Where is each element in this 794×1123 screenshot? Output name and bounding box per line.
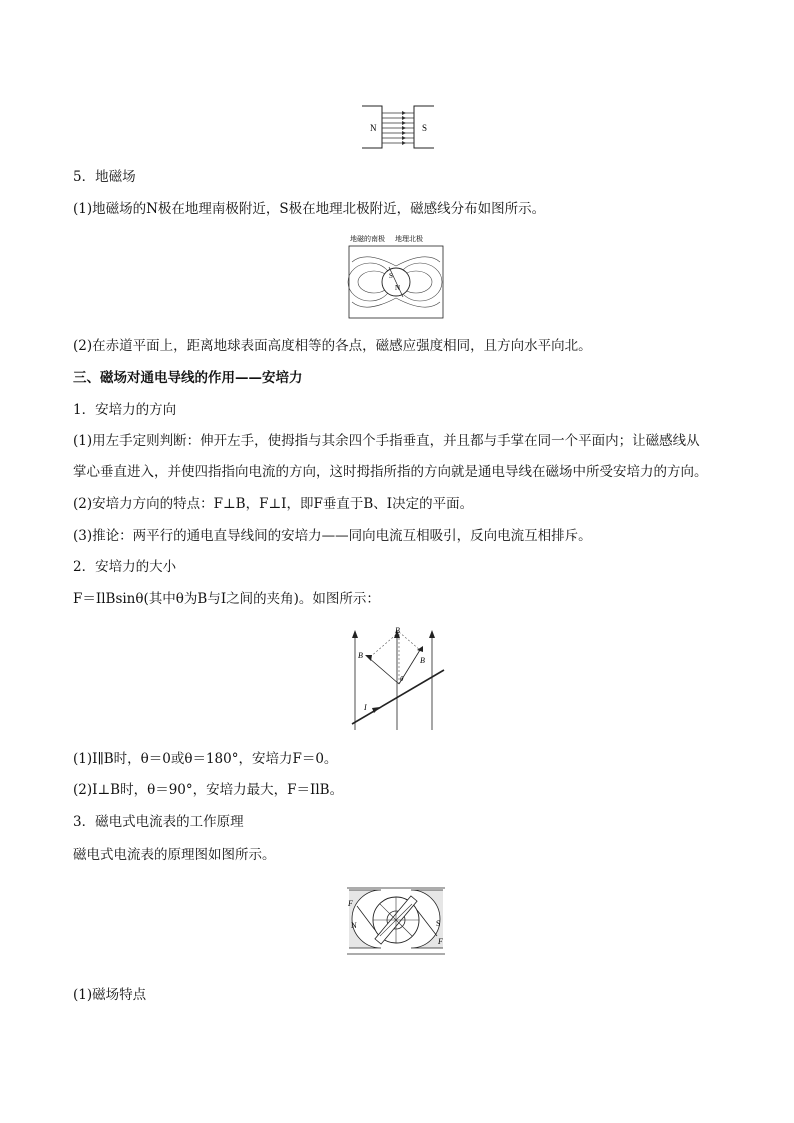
parallel-current-inference: (3)推论：两平行的通电直导线间的安培力——同向电流互相吸引，反向电流互相排斥。 <box>73 528 592 544</box>
geomagnetic-south-caption: 地磁的南极 <box>350 235 385 243</box>
force-left-label: F <box>348 899 353 908</box>
s-pole-label: S <box>436 919 441 928</box>
earth-n-label: N <box>395 284 401 292</box>
left-hand-rule-line-1: (1)用左手定则判断：伸开左手，使拇指与其余四个手指垂直，并且都与手掌在同一个平面内；让磁感线从 <box>73 433 700 449</box>
galvanometer-intro: 磁电式电流表的原理图如图所示。 <box>73 847 276 863</box>
ampere-force-angle-figure <box>344 624 450 734</box>
magnet-field-figure <box>360 104 436 150</box>
perpendicular-case: (2)I⊥B时，θ＝90°，安培力最大，F＝IlB。 <box>73 782 344 798</box>
current-i-label: I <box>364 703 367 712</box>
geomagnetic-paragraph-1: (1)地磁场的N极在地理南极附近，S极在地理北极附近，磁感线分布如图所示。 <box>73 201 546 217</box>
galvanometer-principle-figure <box>345 886 449 958</box>
n-pole-label: N <box>351 921 357 930</box>
b-top-label: B <box>395 626 400 635</box>
b-right-label: B <box>420 656 425 665</box>
ampere-magnitude-heading: 2．安培力的大小 <box>73 559 177 575</box>
parallel-case: (1)I∥B时，θ＝0或θ＝180°，安培力F＝0。 <box>73 751 338 767</box>
left-hand-rule-line-2: 掌心垂直进入，并使四指指向电流的方向，这时拇指所指的方向就是通电导线在磁场中所受安培力的方向。 <box>73 464 708 480</box>
section-3-heading: 三、磁场对通电导线的作用——安培力 <box>73 370 303 386</box>
n-pole-label: N <box>370 123 377 133</box>
earth-s-label: S <box>389 272 393 280</box>
ampere-direction-heading: 1．安培力的方向 <box>73 402 177 418</box>
geomagnetic-paragraph-2: (2)在赤道平面上，距离地球表面高度相等的各点，磁感应强度相同，且方向水平向北。 <box>73 338 592 354</box>
geographic-north-caption: 地理北极 <box>395 235 423 243</box>
s-pole-label: S <box>422 123 428 133</box>
theta-label: θ <box>400 675 404 683</box>
galvanometer-heading: 3．磁电式电流表的工作原理 <box>73 814 244 830</box>
magnetic-field-feature: (1)磁场特点 <box>73 987 147 1003</box>
section-5-title: 5．地磁场 <box>73 169 136 185</box>
b-left-label: B <box>358 651 363 660</box>
ampere-formula: F＝IlBsinθ(其中θ为B与I之间的夹角)。如图所示： <box>73 591 380 607</box>
ampere-direction-feature: (2)安培力方向的特点：F⊥B，F⊥I，即F垂直于B、I决定的平面。 <box>73 496 474 512</box>
earth-magnetic-field-figure <box>346 232 446 320</box>
force-right-label: F <box>438 937 443 946</box>
